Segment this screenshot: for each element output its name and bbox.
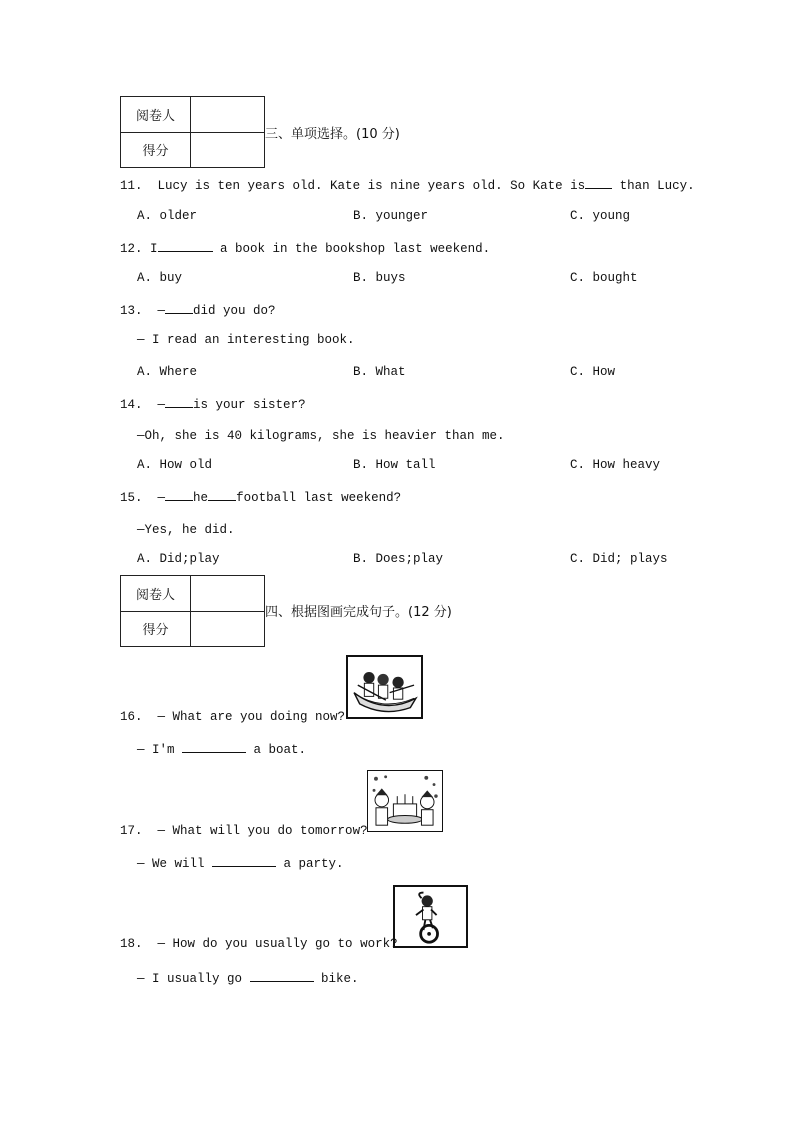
option-b[interactable]: B. younger [353,209,429,223]
answer-text: bike. [313,972,359,986]
answer-blank[interactable] [208,489,236,501]
question-15 [120,489,401,505]
answer-blank[interactable] [585,177,612,189]
option-b[interactable]: B. What [353,365,406,379]
rowing-boat-icon [348,657,421,717]
question-dash: — [157,491,166,505]
question-number: 11. [120,179,143,193]
question-text: — How do you usually go to work? [157,937,398,951]
question-13 [120,302,276,318]
answer-line-17 [137,855,344,871]
question-16 [120,710,345,724]
question-number: 12. [120,242,143,256]
option-a[interactable]: A. buy [137,271,183,285]
bike-icon [395,887,466,946]
answer-blank[interactable] [165,396,193,408]
question-dash: — [157,398,166,412]
option-a[interactable]: A. Did;play [137,552,220,566]
option-a[interactable]: A. older [137,209,198,223]
option-b[interactable]: B. Does;play [353,552,444,566]
score-label: 得分 [121,611,191,646]
option-a[interactable]: A. Where [137,365,198,379]
birthday-party-picture [367,770,443,832]
question-number: 16. [120,710,143,724]
option-c[interactable]: C. Did; plays [570,552,668,566]
score-label: 得分 [121,132,191,167]
question-text: — What are you doing now? [157,710,346,724]
option-c[interactable]: C. bought [570,271,638,285]
question-number: 14. [120,398,143,412]
question-number: 13. [120,304,143,318]
party-icon [368,771,442,831]
question-text: I [150,242,158,256]
question-text: Lucy is ten years old. Kate is nine years old. So Kate is [157,179,586,193]
section4-title: 四、根据图画完成句子。(12 分) [265,605,452,620]
rowing-boat-picture [346,655,423,719]
grader-row [121,97,264,133]
option-a[interactable]: A. How old [137,458,213,472]
option-b[interactable]: B. How tall [353,458,436,472]
question-text: a book in the bookshop last weekend. [212,242,491,256]
answer-blank[interactable] [165,489,193,501]
score-row [121,611,264,646]
answer-line: — I read an interesting book. [137,333,355,347]
grader-label: 阅卷人 [121,576,191,611]
answer-blank[interactable] [165,302,193,314]
question-17 [120,824,368,838]
answer-blank[interactable] [250,970,314,982]
question-number: 18. [120,937,143,951]
answer-text: — We will [137,857,205,871]
answer-text: — I'm [137,743,175,757]
option-c[interactable]: C. How [570,365,616,379]
answer-line: —Yes, he did. [137,523,235,537]
answer-line-16 [137,741,306,757]
answer-line: —Oh, she is 40 kilograms, she is heavier than me. [137,429,505,443]
option-c[interactable]: C. young [570,209,631,223]
question-number: 15. [120,491,143,505]
question-18 [120,937,398,951]
question-11 [120,177,695,193]
grader-box-section4 [120,575,265,647]
question-text: than Lucy. [612,179,695,193]
question-12 [120,240,490,256]
question-14 [120,396,306,412]
score-row [121,132,264,167]
answer-line-18 [137,970,359,986]
answer-blank[interactable] [182,741,246,753]
answer-blank[interactable] [158,240,213,252]
answer-text: a boat. [246,743,307,757]
riding-bike-picture [393,885,468,948]
question-text: is your sister? [193,398,306,412]
option-c[interactable]: C. How heavy [570,458,661,472]
grader-label: 阅卷人 [121,97,191,132]
grader-row [121,576,264,612]
answer-text: — I usually go [137,972,243,986]
question-number: 17. [120,824,143,838]
answer-text: a party. [276,857,344,871]
grader-box-section3 [120,96,265,168]
question-dash: — [157,304,166,318]
question-text: — What will you do tomorrow? [157,824,368,838]
question-text: he [193,491,209,505]
question-text: football last weekend? [236,491,402,505]
question-text: did you do? [193,304,276,318]
answer-blank[interactable] [212,855,276,867]
section3-title: 三、单项选择。(10 分) [265,127,400,142]
option-b[interactable]: B. buys [353,271,406,285]
